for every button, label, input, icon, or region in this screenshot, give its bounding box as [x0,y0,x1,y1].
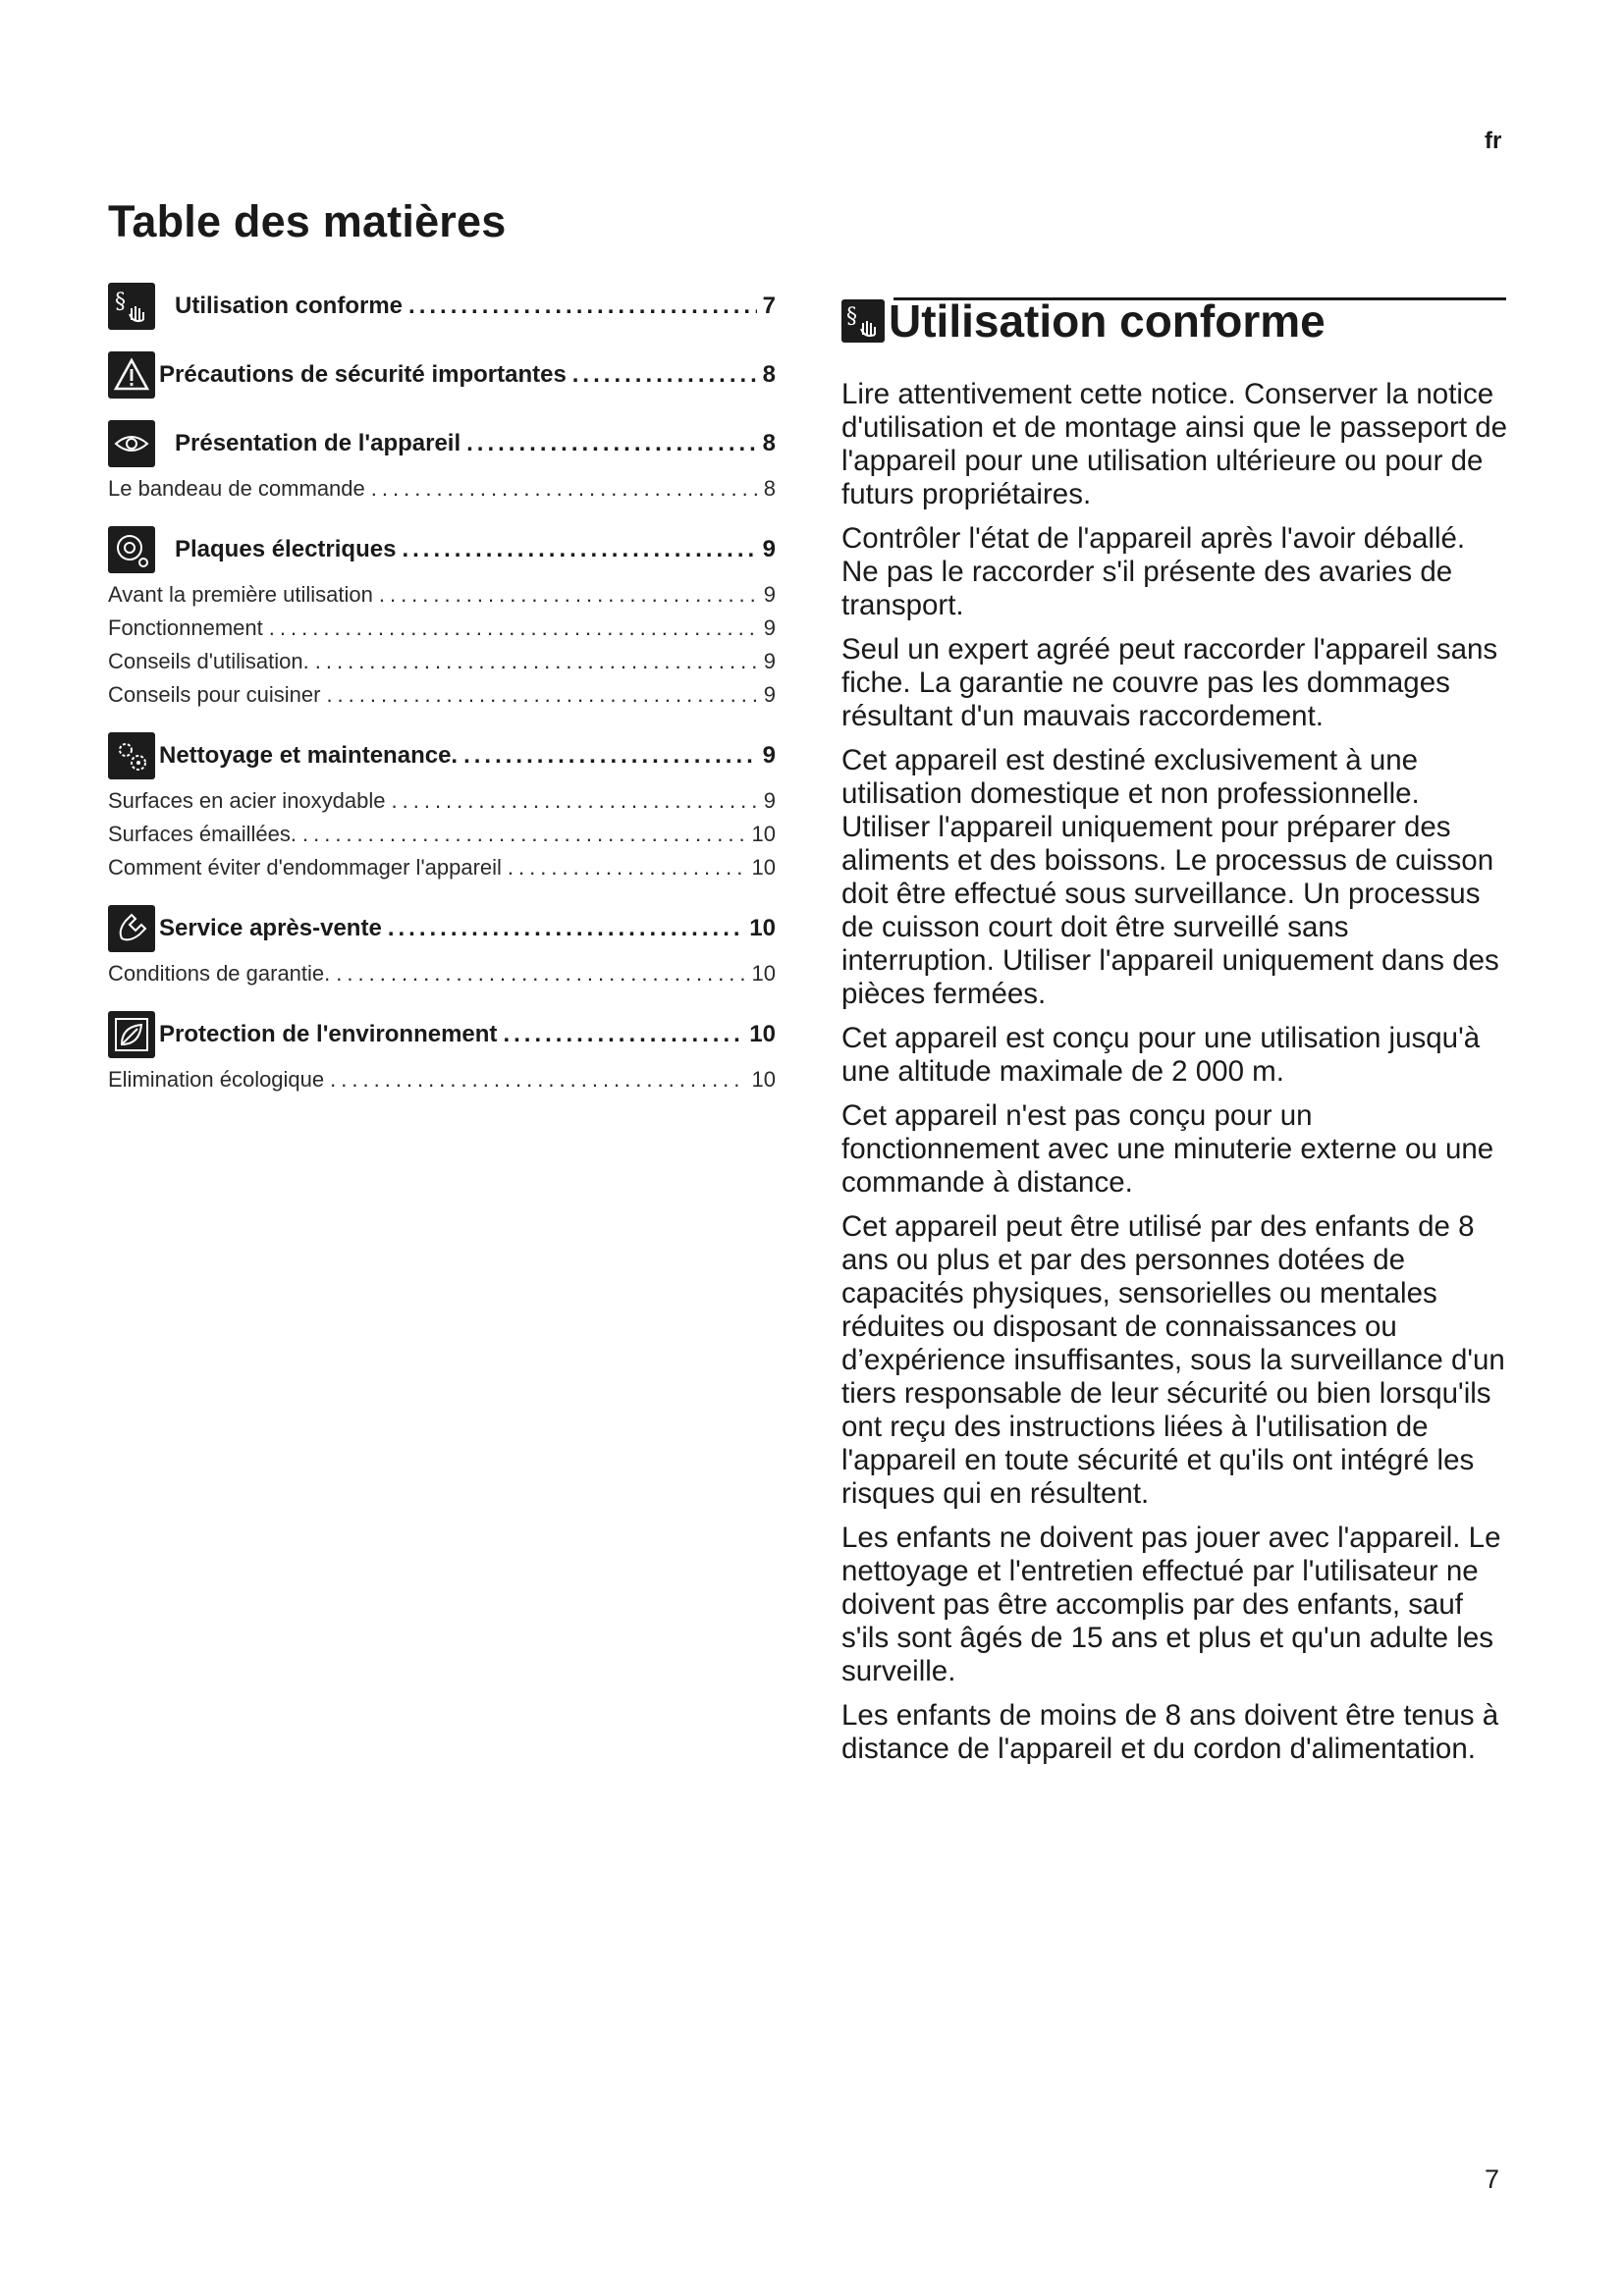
toc-page-number: 10 [751,822,776,846]
toc-subentry-title: Conditions de garantie. [108,961,331,986]
leader-dots [330,1063,745,1096]
leader-dots [388,915,743,942]
leader-dots [466,430,757,457]
toc-subentry[interactable] [108,784,776,818]
toc-subentry-title: Surfaces émaillées. [108,822,297,846]
leader-dots [392,784,758,818]
toc-page-number: 9 [763,582,776,607]
toc-page-number: 9 [763,788,776,813]
toc-section[interactable] [108,282,776,331]
paragraph: Cet appareil est conçu pour une utilisation jusqu'à une altitude maximale de 2 000 m. [841,1022,1481,1088]
paragraph: Les enfants de moins de 8 ans doivent être tenus à distance de l'appareil et du cordon d'alimentation. [841,1699,1499,1765]
toc-subentry-title: Avant la première utilisation [108,582,373,607]
toc-subentry[interactable] [108,851,776,884]
toc-subentry-title: Surfaces en acier inoxydable [108,788,386,813]
leader-dots [508,851,746,884]
section-hand-icon [108,283,155,330]
paragraph: Contrôler l'état de l'appareil après l'avoir déballé. Ne pas le raccorder s'il présente des avaries de transport. [841,522,1466,621]
toc-subentry-title: Elimination écologique [108,1067,325,1092]
paragraph: Seul un expert agréé peut raccorder l'appareil sans fiche. La garantie ne couvre pas les dommages résultant d'un mauvais raccordement. [841,633,1498,732]
toc-section[interactable] [108,350,776,400]
toc-section-title: Nettoyage et maintenance. [159,742,459,769]
section-heading [841,294,1326,347]
language-code: fr [1485,128,1502,154]
toc-section[interactable] [108,419,776,468]
leader-dots [315,645,758,678]
toc-section-title: Précautions de sécurité importantes [159,361,567,388]
leader-dots [408,293,757,320]
toc-subentry[interactable] [108,678,776,712]
toc-section-title: Plaques électriques [175,536,397,562]
paragraph: Lire attentivement cette notice. Conserver la notice d'utilisation et de montage ainsi que le passeport de l'appareil pour une utilisation ultérieure ou pour de futurs propriétaires. [841,378,1508,510]
paragraph: Cet appareil n'est pas conçu pour un fonctionnement avec une minuterie externe ou une commande à distance. [841,1099,1494,1199]
leader-dots [402,536,756,563]
toc-page-number: 8 [763,476,776,501]
toc-subentry[interactable] [108,818,776,851]
toc-subentry[interactable] [108,957,776,990]
paragraph: Les enfants ne doivent pas jouer avec l'appareil. Le nettoyage et l'entretien effectué par l'utilisateur ne doivent pas être accomplis par des enfants, sauf s'ils sont âgés de 15 ans et plus et qu'un adulte les surveille. [841,1522,1501,1687]
toc-page-number: 9 [763,615,776,640]
warning-triangle-icon [108,351,155,399]
toc-subentry-title: Le bandeau de commande [108,476,365,501]
leader-dots [371,472,758,506]
toc-subentry[interactable] [108,578,776,612]
toc-page-number: 10 [751,1067,776,1092]
paragraph: Cet appareil est destiné exclusivement à une utilisation domestique et non professionnelle. Utiliser l'appareil uniquement pour préparer des aliments et des boissons. Le processus de cuisson doit être effectué sous surveillance. Un processus de cuisson court doit être surveillé sans interruption. Utiliser l'appareil uniquement dans des pièces fermées. [841,744,1499,1010]
cleaning-gear-icon [108,732,155,779]
toc-section[interactable] [108,525,776,574]
paragraph: Cet appareil peut être utilisé par des enfants de 8 ans ou plus et par des personnes dotées de capacités physiques, sensorielles ou mentales réduites ou disposant de connaissances ou d’expérience insuffisantes, sous la surveillance d'un tiers responsable de leur sécurité ou bien lorsqu'ils ont reçu des instructions liées à l'utilisation de l'appareil en toute sécurité et qu'ils ont intégré les risques qui en résultent. [841,1210,1505,1510]
phone-icon [108,905,155,952]
toc-section-title: Présentation de l'appareil [175,430,461,456]
toc-subentry-title: Fonctionnement [108,615,263,640]
toc-page-number: 8 [762,361,776,388]
toc-subentry-title: Conseils d'utilisation. [108,649,309,673]
toc-section[interactable] [108,1010,776,1059]
toc-page-number: 8 [762,430,776,456]
leader-dots [379,578,758,612]
hotplate-icon [108,526,155,573]
toc-page-number: 10 [749,1021,776,1047]
leaf-icon [108,1011,155,1058]
toc-page-number: 9 [762,742,776,769]
leader-dots [336,957,745,990]
section-body [841,378,1509,1777]
toc-subentry[interactable] [108,472,776,506]
toc-section[interactable] [108,731,776,780]
toc-page-number: 9 [763,649,776,673]
toc-section-title: Protection de l'environnement [159,1021,498,1047]
svg-text:§: § [115,290,126,314]
leader-dots [572,361,757,389]
section-hand-icon [841,299,885,343]
toc-section-title: Utilisation conforme [175,293,404,319]
section-title: Utilisation conforme [889,295,1326,347]
eye-icon [108,420,155,467]
leader-dots [326,678,757,712]
toc-subentry-title: Comment éviter d'endommager l'appareil [108,855,502,880]
leader-dots [503,1021,743,1048]
leader-dots [269,612,758,645]
toc-subentry[interactable] [108,645,776,678]
toc-title: Table des matières [108,196,507,246]
page-number: 7 [1485,2164,1500,2194]
toc-page-number: 9 [763,682,776,707]
svg-text:§: § [846,304,857,329]
toc-section[interactable] [108,904,776,953]
toc-subentry[interactable] [108,612,776,645]
leader-dots [302,818,746,851]
toc-subentry[interactable] [108,1063,776,1096]
toc-section-title: Service après-vente [159,915,382,941]
toc-page-number: 10 [749,915,776,941]
table-of-contents [108,282,776,1096]
toc-page-number: 7 [762,293,776,319]
toc-page-number: 10 [751,855,776,880]
toc-page-number: 9 [762,536,776,562]
toc-subentry-title: Conseils pour cuisiner [108,682,321,707]
leader-dots [463,742,757,770]
toc-page-number: 10 [751,961,776,986]
